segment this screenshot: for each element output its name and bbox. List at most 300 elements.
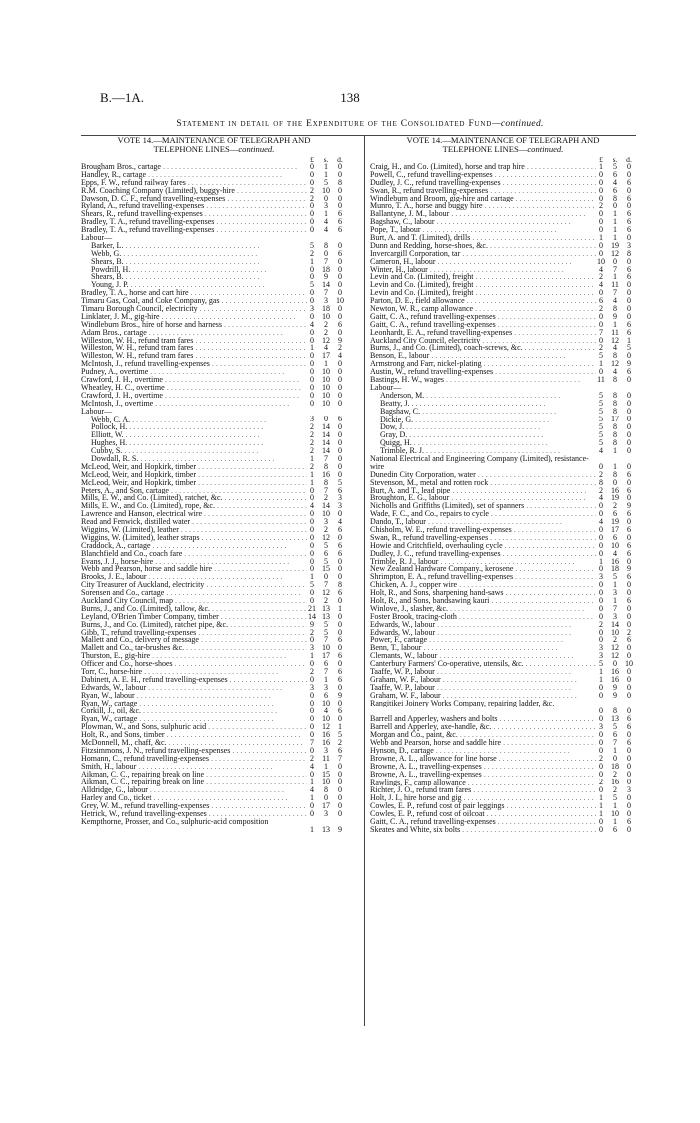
pence-value: 0 xyxy=(627,494,631,503)
payee-description: Webb and Pearson, horse and saddle hire . . . xyxy=(81,565,307,573)
expenditure-row xyxy=(81,739,347,747)
payee-description: Morgan and Co., paint, &c. . . . xyxy=(370,731,596,739)
pounds-value: 2 xyxy=(599,305,603,313)
pence-value: 0 xyxy=(338,462,342,471)
payee-description: Canterbury Farmers' Co-operative, utensils, &c. . . . xyxy=(370,660,596,668)
payee-description: Windleburn and Broom, gig-hire and cartage . . . xyxy=(370,195,596,203)
expenditure-row xyxy=(81,281,347,289)
shillings-value: 4 xyxy=(324,707,328,716)
shillings-value: 1 xyxy=(613,461,617,471)
expenditure-row xyxy=(81,494,347,502)
column-divider xyxy=(364,136,365,1026)
payee-description: Dowdall, R. S. . . . xyxy=(81,455,307,463)
expenditure-row xyxy=(81,621,347,629)
expenditure-row xyxy=(370,392,636,400)
pounds-value: 0 xyxy=(310,746,314,755)
pounds-value: 2 xyxy=(310,431,314,440)
shillings-value: 18 xyxy=(611,762,619,771)
expenditure-row xyxy=(370,368,636,376)
pounds-value: 5 xyxy=(599,352,603,361)
payee-description: Benn, T., labour . . . xyxy=(370,644,596,652)
payee-description: Leyland, O'Brien Timber Company, timber . . . xyxy=(81,613,307,621)
shillings-value: 8 xyxy=(613,399,617,408)
payee-description: Edwards, W., labour . . . xyxy=(81,684,307,692)
pounds-value: 0 xyxy=(599,226,603,235)
expenditure-row xyxy=(81,471,347,479)
pounds-value: 0 xyxy=(310,399,314,408)
payee-description: Timaru Borough Council, electricity . . . xyxy=(81,305,307,313)
pence-value: 0 xyxy=(627,447,631,455)
shillings-value: 3 xyxy=(613,612,617,621)
right-column xyxy=(370,136,636,834)
pounds-value: 4 xyxy=(310,786,314,795)
payee-description: Aikman, C. C., repairing break on line . . . xyxy=(81,771,307,779)
shillings-value: 6 xyxy=(324,660,328,668)
payee-description: Graham, W. F., labour . . . xyxy=(370,692,596,700)
shillings-value: 2 xyxy=(324,525,328,534)
shillings-value: 12 xyxy=(611,644,619,653)
shillings-value: 16 xyxy=(611,668,619,676)
pence-value: 0 xyxy=(627,731,631,740)
shillings-value: 9 xyxy=(613,683,617,692)
pence-value: 0 xyxy=(627,415,631,424)
pence-value: 0 xyxy=(338,620,342,629)
payee-description: Dunedin City Corporation, water . . . xyxy=(370,471,596,479)
pence-value: 0 xyxy=(338,810,342,818)
payee-description: Gibb, T., refund travelling-expenses . . . xyxy=(81,629,307,637)
pence-value: 9 xyxy=(627,360,631,369)
expenditure-row xyxy=(370,423,636,431)
payee-description: Chisholm, W. E., refund travelling-expenses . . . xyxy=(370,526,596,534)
pounds-value: 0 xyxy=(599,241,603,250)
payee-description: Levin and Co. (Limited), freight . . . xyxy=(370,281,596,289)
shillings-value: 1 xyxy=(613,320,617,329)
pounds-value: 1 xyxy=(599,810,603,818)
expenditure-row xyxy=(370,526,636,534)
expenditure-row xyxy=(81,778,347,786)
shillings-value: 14 xyxy=(322,502,330,511)
expenditure-row xyxy=(370,455,636,471)
payee-description: Richter, J. O., refund tram fares . . . xyxy=(370,786,596,794)
payee-description: Webb, G. . . . xyxy=(81,250,307,258)
pence-value: 0 xyxy=(627,754,631,763)
pounds-value: 2 xyxy=(310,668,314,676)
shillings-value: 10 xyxy=(611,628,619,637)
payee-description: Handley, R., cartage . . . xyxy=(81,171,307,179)
pounds-value: 0 xyxy=(310,533,314,542)
pence-value: 7 xyxy=(338,754,342,763)
shillings-value: 2 xyxy=(613,636,617,645)
expenditure-row xyxy=(81,171,347,179)
payee-description: McIntosh, J., refund travelling-expenses . . . xyxy=(81,360,307,368)
expenditure-row xyxy=(81,352,347,360)
payee-description: Mallett and Co., delivery of message . . . xyxy=(81,636,307,644)
payee-description: Hughes, H. . . . xyxy=(81,439,307,447)
pence-value: 0 xyxy=(627,762,631,771)
expenditure-row xyxy=(81,565,347,573)
expenditure-row xyxy=(81,581,347,589)
pounds-value: 0 xyxy=(310,525,314,534)
shillings-value: 17 xyxy=(322,352,330,361)
payee-description: Burt, A. and T. (Limited), drills . . . xyxy=(370,234,596,242)
payee-description: Windleburn Bros., hire of horse and harness . . . xyxy=(81,321,307,329)
payee-description: McLeod, Weir, and Hopkirk, timber . . . xyxy=(81,463,307,471)
pence-value: 0 xyxy=(338,596,342,605)
expenditure-row xyxy=(81,668,347,676)
payee-description: Thurston, E., gig-hire . . . xyxy=(81,652,307,660)
shillings-value: 18 xyxy=(322,265,330,274)
pounds-value: 0 xyxy=(310,368,314,377)
pence-value: 3 xyxy=(627,786,631,795)
pence-value: 0 xyxy=(338,383,342,392)
pence-value: 0 xyxy=(627,691,631,700)
pence-value: 0 xyxy=(627,297,631,306)
payee-description: Peters, A., and Son, cartage . . . xyxy=(81,487,307,495)
pence-value: 0 xyxy=(338,660,342,668)
pounds-value: 4 xyxy=(310,320,314,329)
pounds-value: 0 xyxy=(599,731,603,740)
expenditure-row xyxy=(370,163,636,171)
pounds-value: 1 xyxy=(599,794,603,803)
shillings-value: 8 xyxy=(613,423,617,432)
pounds-value: 0 xyxy=(310,273,314,282)
shillings-value: 12 xyxy=(322,723,330,732)
expenditure-row xyxy=(370,384,636,392)
shillings-unit: s. xyxy=(323,155,329,164)
expenditure-row xyxy=(81,589,347,597)
pounds-value: 0 xyxy=(599,312,603,321)
pence-value: 0 xyxy=(627,281,631,290)
shillings-value: 10 xyxy=(322,715,330,724)
payee-description: Pudney, A., overtime . . . xyxy=(81,368,307,376)
expenditure-row xyxy=(81,439,347,447)
expenditure-row xyxy=(370,502,636,510)
shillings-value: 3 xyxy=(324,518,328,526)
pounds-value: 1 xyxy=(310,652,314,661)
expenditure-row xyxy=(81,550,347,558)
pence-value: 0 xyxy=(338,163,342,171)
shillings-value: 11 xyxy=(611,281,619,290)
shillings-value: 10 xyxy=(322,778,330,787)
expenditure-row xyxy=(370,273,636,281)
pounds-value: 0 xyxy=(599,510,603,519)
pounds-value: 0 xyxy=(310,723,314,732)
expenditure-row xyxy=(370,573,636,581)
shillings-value: 3 xyxy=(324,810,328,818)
pence-value: 0 xyxy=(338,794,342,803)
pounds-value: 0 xyxy=(310,289,314,298)
shillings-value: 1 xyxy=(324,170,328,179)
pounds-value: 0 xyxy=(599,786,603,795)
pence-value: 6 xyxy=(627,739,631,747)
payee-description: City Treasurer of Auckland, electricity . . . xyxy=(81,581,307,589)
pounds-value: 0 xyxy=(599,210,603,219)
expenditure-row xyxy=(370,779,636,787)
shillings-value: 1 xyxy=(613,447,617,455)
payee-description: Brooks, J. E., labour . . . xyxy=(81,573,307,581)
expenditure-row xyxy=(370,439,636,447)
payee-description: McDonnell, M., chaff, &c. . . . xyxy=(81,739,307,747)
expenditure-row xyxy=(81,210,347,218)
right-vote-title: VOTE 14.—MAINTENANCE OF TELEGRAPH AND xyxy=(406,135,600,145)
pence-value: 0 xyxy=(627,518,631,526)
shillings-value: 5 xyxy=(324,620,328,629)
payee-description: New Zealand Hardware Company., kerosene . . . xyxy=(370,565,596,573)
pence-value: 0 xyxy=(627,391,631,400)
pence-value: 6 xyxy=(627,226,631,235)
expenditure-row xyxy=(370,289,636,297)
payee-description: Ryan, W., labour . . . xyxy=(81,692,307,700)
pounds-value: 3 xyxy=(310,415,314,424)
shillings-value: 1 xyxy=(324,675,328,684)
pounds-value: 4 xyxy=(599,447,603,455)
pounds-value: 0 xyxy=(599,194,603,203)
shillings-value: 4 xyxy=(613,344,617,353)
shillings-value: 4 xyxy=(324,226,328,235)
pence-value: 9 xyxy=(627,502,631,511)
expenditure-row xyxy=(370,321,636,329)
pence-unit: d. xyxy=(626,155,632,164)
expenditure-row xyxy=(81,684,347,692)
pence-value: 0 xyxy=(338,431,342,440)
expenditure-row xyxy=(81,242,347,250)
shillings-value: 16 xyxy=(611,778,619,787)
payee-description: Benson, E., labour . . . xyxy=(370,352,596,360)
payee-description: Powdrill, H. . . . xyxy=(81,266,307,274)
pence-value: 6 xyxy=(627,265,631,274)
pence-value: 0 xyxy=(338,612,342,621)
pounds-value: 0 xyxy=(310,518,314,526)
shillings-value: 12 xyxy=(611,360,619,369)
shillings-value: 10 xyxy=(322,510,330,519)
expenditure-row xyxy=(81,376,347,384)
payee-description: Edwards, W., labour . . . xyxy=(370,621,596,629)
expenditure-row xyxy=(370,250,636,258)
expenditure-row xyxy=(370,747,636,755)
pounds-value: 0 xyxy=(310,312,314,321)
pounds-value: 2 xyxy=(310,754,314,763)
shillings-value: 7 xyxy=(324,636,328,645)
payee-description: Taaffe, W. P., labour . . . xyxy=(370,684,596,692)
payee-description: Willeston, W. H., refund tram fares . . . xyxy=(81,337,307,345)
payee-description: Leonhardt, E. A., refund travelling-expenses . . . xyxy=(370,329,596,337)
payee-description: Wheatley, H. C., overtime . . . xyxy=(81,384,307,392)
shillings-value: 0 xyxy=(324,794,328,803)
pounds-value: 0 xyxy=(310,226,314,235)
pence-value: 0 xyxy=(627,423,631,432)
pence-value: 0 xyxy=(627,163,631,171)
payee-description: Mallett and Co., tar-brushes &c. . . . xyxy=(81,644,307,652)
pounds-value: 3 xyxy=(310,683,314,692)
payee-description: Bradley, T. A., refund travelling-expenses . . . xyxy=(81,226,307,234)
pence-value: 6 xyxy=(627,723,631,732)
left-rows xyxy=(81,163,347,834)
pounds-value: 1 xyxy=(310,454,314,463)
shillings-value: 10 xyxy=(322,368,330,377)
pounds-value: 2 xyxy=(310,423,314,432)
shillings-value: 10 xyxy=(611,541,619,550)
pence-value: 6 xyxy=(338,541,342,550)
expenditure-row xyxy=(370,534,636,542)
pence-value: 6 xyxy=(627,470,631,479)
expenditure-row xyxy=(81,487,347,495)
expenditure-row xyxy=(370,297,636,305)
expenditure-row xyxy=(81,329,347,337)
payee-description: Ballantyne, J. M., labour . . . xyxy=(370,210,596,218)
payee-description: Fitzsimmons, J. N., refund travelling-expenses . . . xyxy=(81,747,307,755)
expenditure-row xyxy=(81,416,347,424)
pounds-value: 21 xyxy=(308,604,316,613)
payee-description: Dando, T., labour . . . xyxy=(370,518,596,526)
pence-value: 1 xyxy=(338,604,342,613)
payee-description: Holt, R., and Sons, bandsawing kauri . . . xyxy=(370,597,596,605)
payee-description: Labour— xyxy=(81,234,113,242)
pence-value: 6 xyxy=(338,549,342,558)
shillings-value: 13 xyxy=(322,604,330,613)
shillings-value: 11 xyxy=(322,754,330,763)
expenditure-row xyxy=(370,281,636,289)
shillings-value: 6 xyxy=(613,170,617,179)
payee-description: National Electrical and Engineering Company (Limited), resistance-wire xyxy=(370,454,589,471)
right-vote-heading xyxy=(370,136,636,155)
shillings-value: 17 xyxy=(611,415,619,424)
expenditure-row xyxy=(370,802,636,810)
pence-value: 2 xyxy=(627,628,631,637)
shillings-value: 4 xyxy=(613,368,617,377)
shillings-value: 1 xyxy=(613,817,617,826)
pounds-value: 0 xyxy=(599,628,603,637)
payee-description: Dow, J. . . . xyxy=(370,423,596,431)
shillings-value: 7 xyxy=(613,265,617,274)
shillings-value: 8 xyxy=(613,376,617,384)
expenditure-row xyxy=(81,447,347,455)
shillings-value: 10 xyxy=(322,312,330,321)
pounds-value: 1 xyxy=(599,234,603,242)
shillings-value: 10 xyxy=(322,391,330,400)
shillings-value: 2 xyxy=(613,502,617,511)
pence-value: 0 xyxy=(338,565,342,574)
pounds-value: 0 xyxy=(310,376,314,384)
pence-value: 0 xyxy=(627,399,631,408)
expenditure-row xyxy=(81,179,347,187)
expenditure-row xyxy=(81,794,347,802)
shillings-value: 1 xyxy=(613,226,617,235)
expenditure-row xyxy=(81,431,347,439)
pounds-value: 1 xyxy=(599,675,603,684)
payee-description: Wade, F. C., and Co., repairs to cycle . . . xyxy=(370,510,596,518)
pounds-value: 0 xyxy=(599,320,603,329)
shillings-value: 7 xyxy=(613,739,617,747)
pounds-value: 0 xyxy=(599,565,603,574)
pence-value: 0 xyxy=(627,257,631,266)
payee-description: Gaitt, C. A., refund travelling-expenses . . . xyxy=(370,321,596,329)
expenditure-row xyxy=(81,786,347,794)
pence-value: 6 xyxy=(338,320,342,329)
pounds-value: 0 xyxy=(310,486,314,495)
expenditure-row xyxy=(370,510,636,518)
pounds-value: 0 xyxy=(310,218,314,227)
pence-value: 0 xyxy=(627,802,631,811)
pounds-value: 0 xyxy=(310,770,314,779)
payee-description: Stevenson, M., metal and rotten rock . . . xyxy=(370,479,596,487)
pence-value: 0 xyxy=(627,533,631,542)
shillings-value: 0 xyxy=(613,257,617,266)
pounds-value: 0 xyxy=(599,762,603,771)
payee-description: Mills, E. W., and Co. (Limited), ratchet, &c. . . . xyxy=(81,494,307,502)
payee-description: Rawlings, F., camp allowance . . . xyxy=(370,779,596,787)
payee-description: Blanchfield and Co., coach fare . . . xyxy=(81,550,307,558)
expenditure-row xyxy=(370,542,636,550)
expenditure-row xyxy=(81,163,347,171)
shillings-value: 13 xyxy=(611,715,619,724)
pence-value: 6 xyxy=(338,226,342,235)
pence-value: 6 xyxy=(627,218,631,227)
shillings-value: 8 xyxy=(613,391,617,400)
shillings-value: 2 xyxy=(324,320,328,329)
expenditure-row xyxy=(81,266,347,274)
pounds-value: 5 xyxy=(599,407,603,416)
expenditure-row xyxy=(81,289,347,297)
pence-value: 0 xyxy=(627,668,631,676)
expenditure-row xyxy=(370,786,636,794)
shillings-value: 6 xyxy=(613,510,617,519)
expenditure-row xyxy=(81,400,347,408)
expenditure-row xyxy=(81,273,347,281)
expenditure-row xyxy=(370,313,636,321)
pence-value: 0 xyxy=(338,170,342,179)
pence-value: 0 xyxy=(627,644,631,653)
shillings-value: 19 xyxy=(611,494,619,503)
pounds-value: 10 xyxy=(597,257,605,266)
expenditure-row xyxy=(81,392,347,400)
payee-description: Graham, W. F., labour . . . xyxy=(370,676,596,684)
expenditure-row xyxy=(81,700,347,708)
expenditure-row xyxy=(81,636,347,644)
expenditure-row xyxy=(370,652,636,660)
expenditure-row xyxy=(81,763,347,771)
payee-description: Torr, C., horse-hire . . . xyxy=(81,668,307,676)
expenditure-row xyxy=(81,542,347,550)
payee-description: Anderson, M. . . . xyxy=(370,392,596,400)
shillings-value: 9 xyxy=(324,273,328,282)
shillings-value: 5 xyxy=(324,628,328,637)
expenditure-row xyxy=(370,565,636,573)
pence-value: 5 xyxy=(338,731,342,740)
pence-value: 10 xyxy=(336,297,344,306)
pence-value: 0 xyxy=(627,683,631,692)
pence-value: 8 xyxy=(338,178,342,187)
shillings-value: 8 xyxy=(613,439,617,448)
expenditure-row xyxy=(370,447,636,455)
pounds-value: 0 xyxy=(310,660,314,668)
payee-description: Corkill, J., oil, &c. . . . xyxy=(81,707,307,715)
pence-value: 0 xyxy=(627,612,631,621)
shillings-value: 8 xyxy=(324,241,328,250)
payee-description: Bradley, T. A., horse and cart hire . . . xyxy=(81,289,307,297)
shillings-value: 12 xyxy=(322,589,330,597)
shillings-value: 8 xyxy=(324,462,328,471)
pounds-value: 0 xyxy=(310,163,314,171)
expenditure-row xyxy=(81,250,347,258)
shillings-value: 2 xyxy=(324,494,328,503)
shillings-value: 18 xyxy=(611,565,619,574)
pence-value: 6 xyxy=(627,817,631,826)
payee-description: Sorensen and Co., cartage . . . xyxy=(81,589,307,597)
pounds-value: 0 xyxy=(310,565,314,574)
shillings-value: 1 xyxy=(324,210,328,219)
shillings-value: 5 xyxy=(613,794,617,803)
expenditure-row xyxy=(370,755,636,763)
